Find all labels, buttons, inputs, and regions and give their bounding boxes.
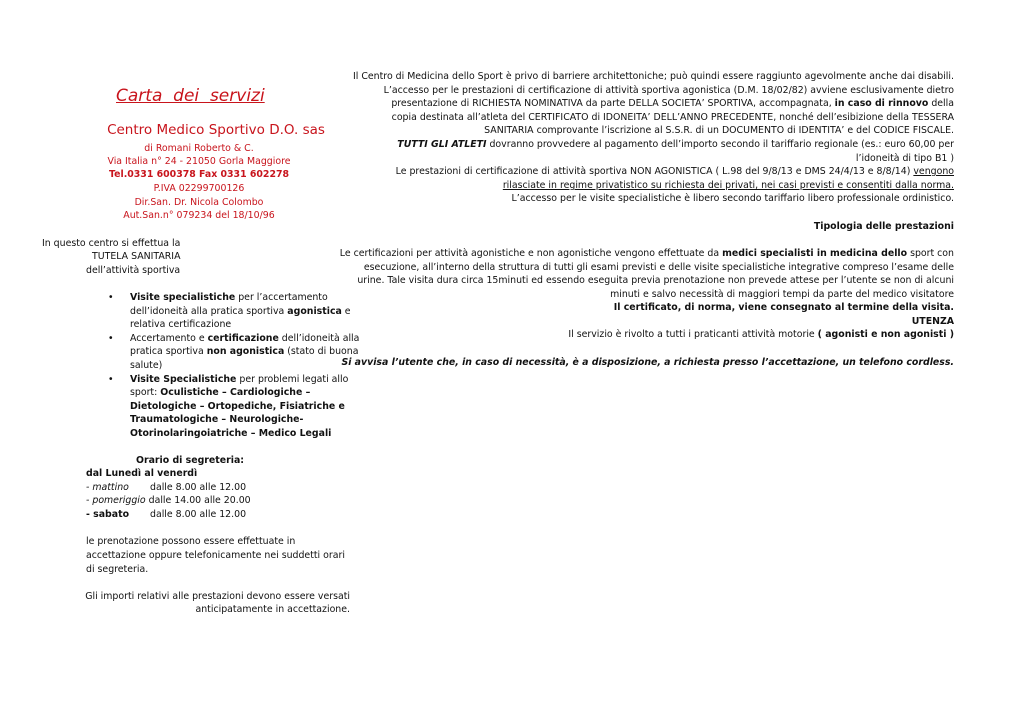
right-p3 <box>391 97 954 111</box>
saturday-label: - sabato <box>86 509 130 520</box>
center-name: Centro Medico Sportivo D.O. sas <box>107 122 325 138</box>
service-1-text-3: relativa certificazione <box>130 319 232 331</box>
schedule-days: dal Lunedì al venerdì <box>86 468 198 479</box>
service-2-text-1b: certificazione <box>207 332 279 344</box>
right-p3b: in caso di rinnovo <box>834 98 929 109</box>
right-q3: urine. Tale visita dura circa 15minuti ed essendo eseguita previa prenotazione non prevede attese per l’utente se non di alcuni <box>357 275 954 286</box>
service-3-text: per problemi legati allo <box>236 373 349 385</box>
service-1-text-2c: e <box>341 305 351 317</box>
service-2-text-1c: dell’idoneità alla <box>278 332 360 344</box>
service-3-text-5: Otorinolaringoiatriche – Medico Legali <box>130 427 332 439</box>
right-p7: l’idoneità di tipo B1 ) <box>855 153 954 164</box>
owner-line: di Romani Roberto & C. <box>144 143 254 154</box>
right-p8b: vengono <box>913 166 954 177</box>
booking-line-1: le prenotazione possono essere effettuate in <box>86 536 296 547</box>
right-q4: minuti e salvo necessità di maggiori tempi da parte del medico visitatore <box>610 289 954 300</box>
service-2-text-2b: non agonistica <box>206 346 285 358</box>
left-column <box>0 0 360 724</box>
piva-line: P.IVA 02299700126 <box>153 183 245 194</box>
right-q1c: sport con <box>907 248 954 259</box>
right-q5: Il certificato, di norma, viene consegnato al termine della visita. <box>613 302 954 313</box>
right-q2: esecuzione, all’interno della struttura di tutti gli esami previsti e delle visite specialistiche integrative compreso l’esame delle <box>363 262 954 273</box>
page-title: Carta dei servizi <box>116 86 265 106</box>
right-column <box>339 0 960 724</box>
director-line: Dir.San. Dr. Nicola Colombo <box>134 197 264 208</box>
saturday-time: dalle 8.00 alle 12.00 <box>150 509 247 520</box>
right-p3a: presentazione di RICHIESTA NOMINATIVA da parte DELLA SOCIETA’ SPORTIVA, accompagnata, <box>391 98 835 109</box>
right-p4: copia destinata all’atleta del CERTIFICATO di IDONEITA’ DELL’ANNO PRECEDENTE, nonché dell’esibizione della TESSERA <box>391 112 954 123</box>
bullet-icon: • <box>108 292 114 303</box>
service-2-text-2a: pratica sportiva <box>130 346 207 358</box>
right-p6 <box>397 138 954 152</box>
phone-fax-line: Tel.0331 600378 Fax 0331 602278 <box>108 169 290 180</box>
right-q1 <box>340 247 954 261</box>
afternoon-label: - pomeriggio <box>86 495 146 506</box>
address-line: Via Italia n° 24 - 21050 Gorla Maggiore <box>107 156 291 167</box>
schedule-title: Orario di segreteria: <box>136 455 245 466</box>
right-p8a: Le prestazioni di certificazione di attività sportiva NON AGONISTICA ( L.98 del 9/8/13 e DMS 24/4/13 e 8/8/14) <box>395 166 914 177</box>
authorization-line: Aut.San.n° 079234 del 18/10/96 <box>123 210 275 221</box>
schedule-morning <box>86 481 246 495</box>
service-item-3 <box>108 373 360 441</box>
booking-line-3: di segreteria. <box>86 564 149 575</box>
service-3-text-3: Dietologiche – Ortopediche, Fisiatriche e <box>130 400 345 412</box>
service-3-text-2b: Oculistiche – Cardiologiche – <box>160 387 311 399</box>
intro-line-3: dell’attività sportiva <box>86 265 181 276</box>
section-utenza: UTENZA <box>911 316 954 327</box>
right-p1: Il Centro di Medicina dello Sport è privo di barriere architettoniche; può quindi essere raggiunto agevolmente anche dai disabili. <box>353 71 954 82</box>
right-p3c: della <box>928 98 954 109</box>
right-p8 <box>396 165 954 179</box>
service-2-text-2c: (stato di buona <box>284 346 359 358</box>
services-list <box>108 291 360 441</box>
intro-line-1: In questo centro si effettua la <box>42 238 181 249</box>
payment-line-2: anticipatamente in accettazione. <box>195 604 350 615</box>
service-1-text: per l’accertamento <box>235 292 328 303</box>
right-p9: rilasciate in regime privatistico su richiesta dei privati, nei casi previsti e consentiti dalla norma. <box>502 180 954 191</box>
schedule-saturday <box>86 508 246 522</box>
right-p5: SANITARIA comprovante l’iscrizione al S.S.R. di un DOCUMENTO di IDENTITA’ e del CODICE FISCALE. <box>484 125 954 136</box>
morning-time: dalle 8.00 alle 12.00 <box>150 482 247 493</box>
service-item-2 <box>108 332 360 373</box>
service-3-text-2a: sport: <box>130 387 161 399</box>
service-2-text-3: salute) <box>130 359 163 371</box>
service-3-title: Visite Specialistiche <box>130 373 237 385</box>
right-p6b: dovranno provvedere al pagamento dell’importo secondo il tariffario regionale (es.: euro 60,00 per <box>486 139 954 150</box>
service-1-text-2a: dell’idoneità alla pratica sportiva <box>130 305 288 317</box>
cordless-note: Si avvisa l’utente che, in caso di necessità, è a disposizione, a richiesta presso l’accettazione, un telefono cordless. <box>341 357 954 368</box>
right-q1b: medici specialisti in medicina dello <box>722 248 908 259</box>
afternoon-time: dalle 14.00 alle 20.00 <box>145 495 251 506</box>
right-q6a: Il servizio è rivolto a tutti i praticanti attività motorie <box>568 329 818 340</box>
right-p2: L’accesso per le prestazioni di certificazione di attività sportiva agonistica (D.M. 18/02/82) avviene esclusivamente dietro <box>383 85 954 96</box>
booking-line-2: accettazione oppure telefonicamente nei suddetti orari <box>86 550 345 561</box>
bullet-icon: • <box>108 332 114 344</box>
right-p6a: TUTTI GLI ATLETI <box>397 139 487 150</box>
right-q1a: Le certificazioni per attività agonistiche e non agonistiche vengono effettuate da <box>339 248 723 259</box>
service-3-text-4: Traumatologiche – Neurologiche- <box>130 414 304 426</box>
service-item-1 <box>108 291 360 332</box>
right-q6b: ( agonisti e non agonisti ) <box>817 329 954 340</box>
service-1-text-2b: agonistica <box>287 305 342 317</box>
service-1-title: Visite specialistiche <box>130 292 236 303</box>
intro-line-2: TUTELA SANITARIA <box>92 251 181 262</box>
morning-label: - mattino <box>86 482 129 493</box>
section-tipologia: Tipologia delle prestazioni <box>813 221 954 232</box>
payment-line-1: Gli importi relativi alle prestazioni devono essere versati <box>85 591 350 602</box>
service-2-text-1a: Accertamento e <box>130 332 208 344</box>
bullet-icon: • <box>108 373 114 385</box>
schedule-afternoon <box>86 494 251 508</box>
right-q6 <box>568 328 954 342</box>
right-p10: L’accesso per le visite specialistiche è libero secondo tariffario libero professionale ordinistico. <box>511 193 954 204</box>
